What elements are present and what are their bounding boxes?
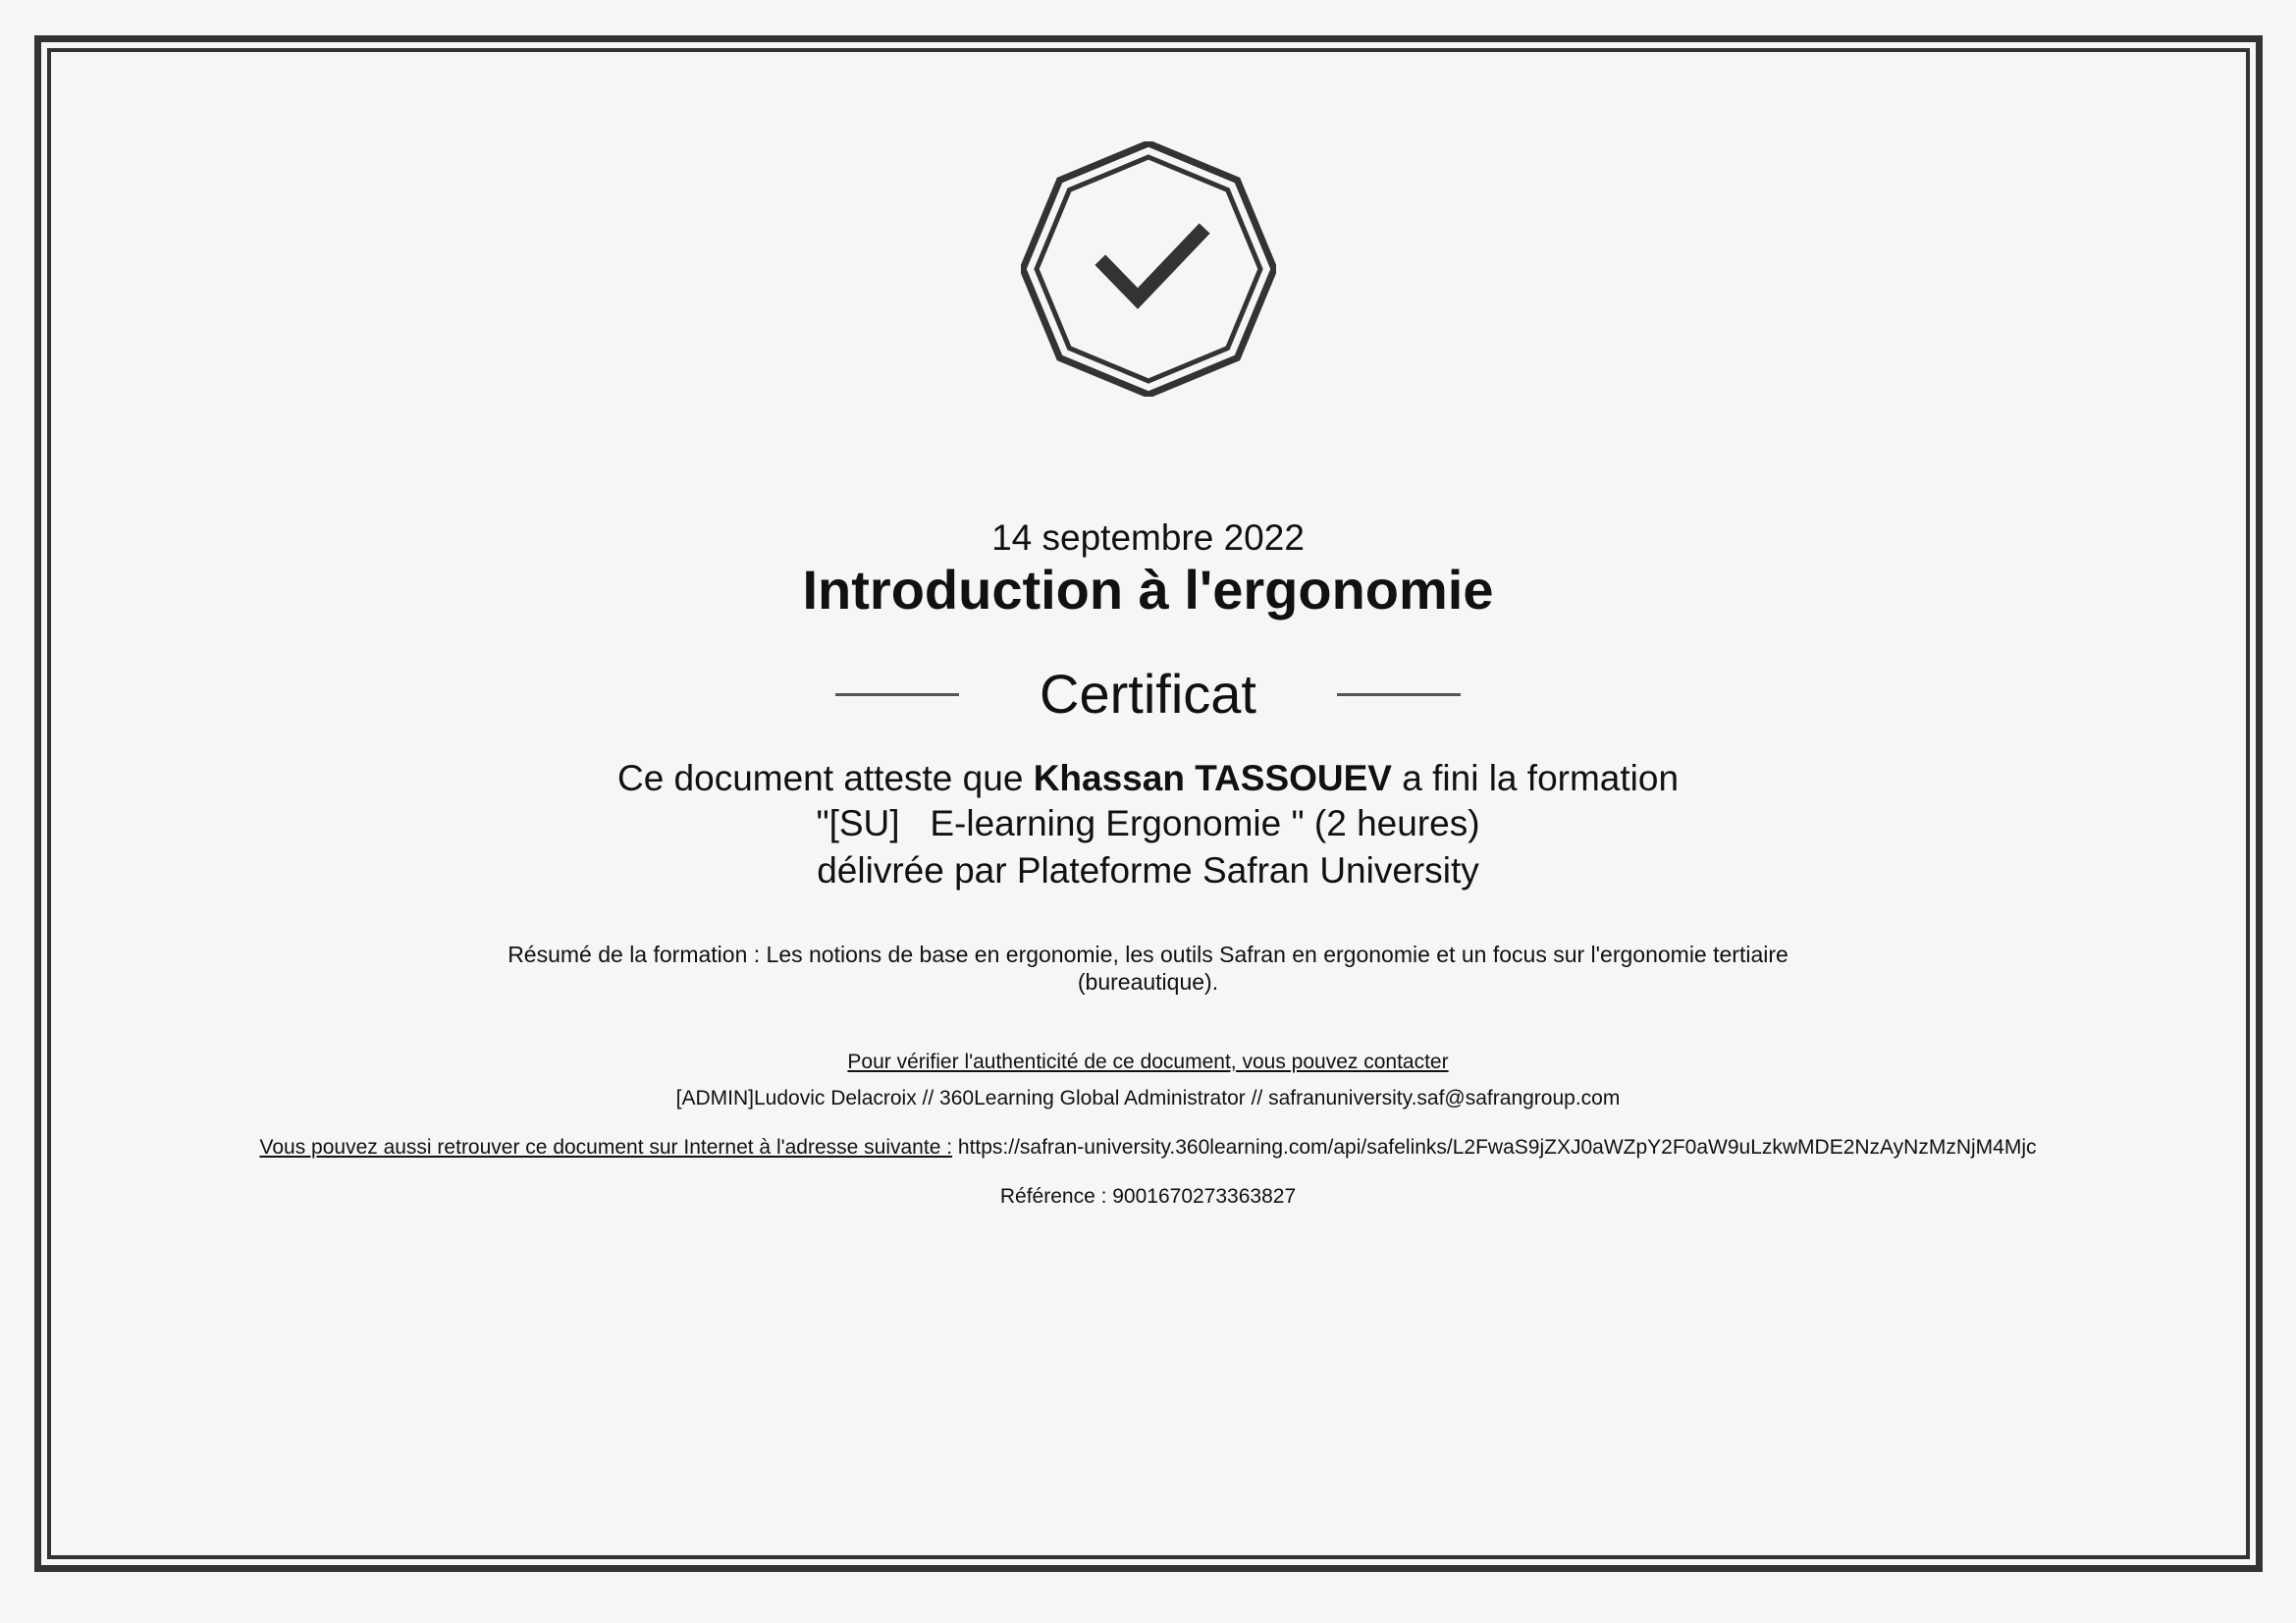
checkmark-seal-icon <box>1021 141 1276 397</box>
attest-suffix: a fini la formation <box>1392 758 1680 798</box>
heading-rule-left <box>835 693 959 696</box>
attestation-line <box>0 756 2296 801</box>
summary-line-1: Résumé de la formation : Les notions de base en ergonomie, les outils Safran en ergonomie et un focus sur l'ergonomie tertiaire <box>507 942 1789 967</box>
online-label: Vous pouvez aussi retrouver ce document sur Internet à l'adresse suivante : <box>259 1136 953 1159</box>
reference-number: Référence : 9001670273363827 <box>999 1185 1297 1208</box>
heading-rule-right <box>1337 693 1461 696</box>
verify-instructions: Pour vérifier l'authenticité de ce document, vous pouvez contacter <box>847 1051 1449 1073</box>
provider-line: délivrée par Plateforme Safran University <box>817 850 1479 891</box>
certificate-date: 14 septembre 2022 <box>991 517 1305 558</box>
admin-contact: [ADMIN]Ludovic Delacroix // 360Learning Global Administrator // safranuniversity.saf@safrangroup.com <box>675 1087 1621 1109</box>
certificate-heading-row <box>0 660 2296 729</box>
online-location <box>0 1135 2296 1161</box>
training-name: "[SU] E-learning Ergonomie " (2 heures) <box>816 803 1480 843</box>
course-title: Introduction à l'ergonomie <box>802 559 1494 621</box>
certificate-heading: Certificat <box>1040 663 1256 725</box>
training-summary <box>0 941 2296 996</box>
summary-line-2: (bureautique). <box>1077 969 1219 995</box>
online-url[interactable]: https://safran-university.360learning.com/api/safelinks/L2FwaS9jZXJ0aWZpY2F0aW9uLzkwMDE2NzAyNzMzNjM4Mjc <box>957 1136 2037 1159</box>
recipient-name: Khassan TASSOUEV <box>1033 758 1392 798</box>
attest-prefix: Ce document atteste que <box>616 758 1034 798</box>
